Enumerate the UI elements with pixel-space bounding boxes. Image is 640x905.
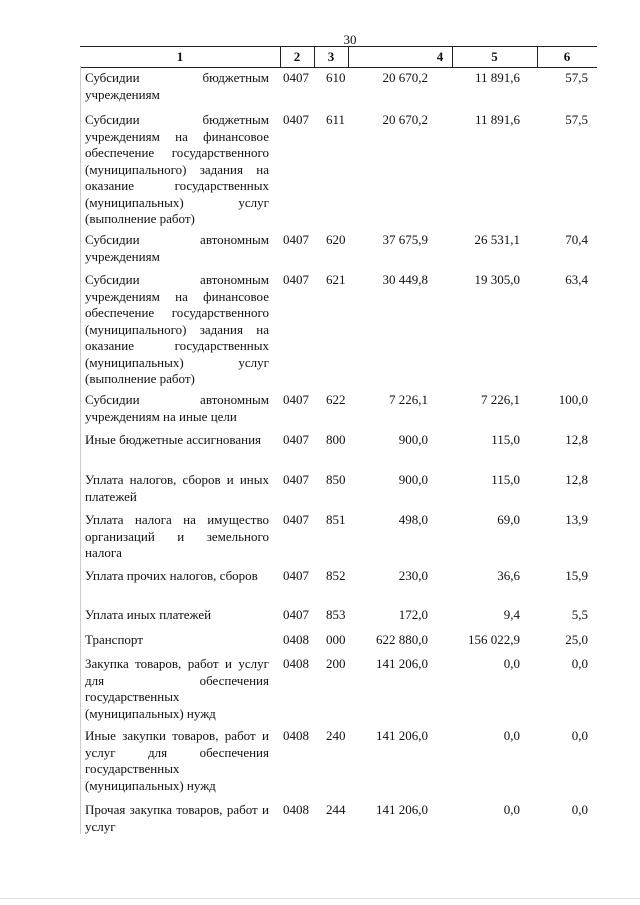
row-percent: 57,5 — [565, 70, 588, 85]
row-section-code: 0408 — [283, 728, 309, 743]
row-percent: 13,9 — [565, 512, 588, 527]
row-section-code: 0407 — [283, 512, 309, 527]
row-name: Уплата налогов, сборов и иных платежей — [85, 472, 269, 504]
row-section-code: 0408 — [283, 632, 309, 647]
row-name: Уплата иных платежей — [85, 607, 212, 622]
row-percent: 12,8 — [565, 432, 588, 447]
row-name: Уплата прочих налогов, сборов — [85, 568, 258, 583]
row-actual: 115,0 — [491, 432, 520, 447]
row-name: Субсидии бюджетным учреждениям на финансовое обеспечение государственного (муниципального) задания на оказание государственных (муниципальных) услуг (выполнение работ) — [85, 112, 269, 226]
header-col-1: 1 — [176, 49, 184, 64]
row-actual: 7 226,1 — [481, 392, 520, 407]
row-name: Субсидии автономным учреждениям на иные цели — [85, 392, 269, 424]
header-col-4: 4 — [436, 49, 444, 64]
row-planned: 141 206,0 — [376, 802, 428, 817]
row-name: Транспорт — [85, 632, 143, 647]
row-planned: 20 670,2 — [382, 70, 428, 85]
row-expense-code: 852 — [326, 568, 346, 583]
row-name: Прочая закупка товаров, работ и услуг — [85, 802, 269, 834]
row-percent: 70,4 — [565, 232, 588, 247]
row-planned: 900,0 — [398, 472, 428, 487]
row-section-code: 0407 — [283, 432, 309, 447]
row-expense-code: 240 — [326, 728, 346, 743]
row-section-code: 0407 — [283, 472, 309, 487]
row-section-code: 0407 — [283, 568, 309, 583]
row-planned: 622 880,0 — [376, 632, 428, 647]
row-expense-code: 622 — [326, 392, 346, 407]
row-expense-code: 850 — [326, 472, 346, 487]
row-actual: 11 891,6 — [474, 70, 520, 85]
row-expense-code: 621 — [326, 272, 346, 287]
row-actual: 9,4 — [503, 607, 520, 622]
row-actual: 0,0 — [503, 656, 520, 671]
row-planned: 141 206,0 — [376, 728, 428, 743]
row-section-code: 0407 — [283, 112, 309, 127]
header-col-2: 2 — [293, 49, 301, 64]
row-section-code: 0407 — [283, 70, 309, 85]
row-planned: 900,0 — [398, 432, 428, 447]
row-expense-code: 851 — [326, 512, 346, 527]
row-percent: 0,0 — [571, 802, 588, 817]
row-actual: 11 891,6 — [474, 112, 520, 127]
row-expense-code: 853 — [326, 607, 346, 622]
row-percent: 100,0 — [558, 392, 588, 407]
row-section-code: 0407 — [283, 607, 309, 622]
row-planned: 7 226,1 — [389, 392, 428, 407]
row-planned: 30 449,8 — [382, 272, 428, 287]
header-col-3: 3 — [327, 49, 335, 64]
table-header — [80, 46, 597, 68]
row-actual: 0,0 — [503, 802, 520, 817]
scan-edge-line — [0, 898, 640, 899]
row-name: Закупка товаров, работ и услуг для обеспечения государственных (муниципальных) нужд — [85, 656, 269, 721]
row-section-code: 0408 — [283, 802, 309, 817]
row-actual: 0,0 — [503, 728, 520, 743]
page-number: 30 — [343, 32, 357, 47]
row-planned: 230,0 — [398, 568, 428, 583]
row-percent: 63,4 — [565, 272, 588, 287]
row-actual: 115,0 — [491, 472, 520, 487]
row-planned: 498,0 — [398, 512, 428, 527]
row-planned: 172,0 — [398, 607, 428, 622]
row-section-code: 0407 — [283, 272, 309, 287]
row-expense-code: 200 — [326, 656, 346, 671]
row-expense-code: 000 — [326, 632, 346, 647]
row-name: Иные бюджетные ассигнования — [85, 432, 262, 447]
row-actual: 36,6 — [497, 568, 520, 583]
row-name: Субсидии автономным учреждениям на финансовое обеспечение государственного (муниципального) задания на оказание государственных (муниципальных) услуг (выполнение работ) — [85, 272, 269, 386]
row-percent: 12,8 — [565, 472, 588, 487]
row-section-code: 0407 — [283, 392, 309, 407]
row-name: Субсидии бюджетным учреждениям — [85, 70, 269, 102]
row-actual: 19 305,0 — [474, 272, 520, 287]
left-rule — [80, 66, 81, 834]
row-expense-code: 611 — [326, 112, 346, 127]
row-planned: 37 675,9 — [382, 232, 428, 247]
row-percent: 57,5 — [565, 112, 588, 127]
row-percent: 0,0 — [571, 656, 588, 671]
row-actual: 156 022,9 — [468, 632, 520, 647]
row-name: Субсидии автономным учреждениям — [85, 232, 269, 264]
row-actual: 26 531,1 — [474, 232, 520, 247]
row-expense-code: 610 — [326, 70, 346, 85]
header-col-5: 5 — [491, 49, 498, 64]
row-name: Иные закупки товаров, работ и услуг для обеспечения государственных (муниципальных) нужд — [85, 728, 269, 793]
row-section-code: 0407 — [283, 232, 309, 247]
row-percent: 15,9 — [565, 568, 588, 583]
row-name: Уплата налога на имущество организаций и земельного налога — [85, 512, 269, 560]
row-percent: 25,0 — [565, 632, 588, 647]
row-percent: 5,5 — [571, 607, 588, 622]
row-planned: 141 206,0 — [376, 656, 428, 671]
row-planned: 20 670,2 — [382, 112, 428, 127]
row-expense-code: 620 — [326, 232, 346, 247]
row-expense-code: 800 — [326, 432, 346, 447]
header-col-6: 6 — [563, 49, 571, 64]
row-section-code: 0408 — [283, 656, 309, 671]
row-actual: 69,0 — [497, 512, 520, 527]
row-expense-code: 244 — [326, 802, 346, 817]
row-percent: 0,0 — [571, 728, 588, 743]
